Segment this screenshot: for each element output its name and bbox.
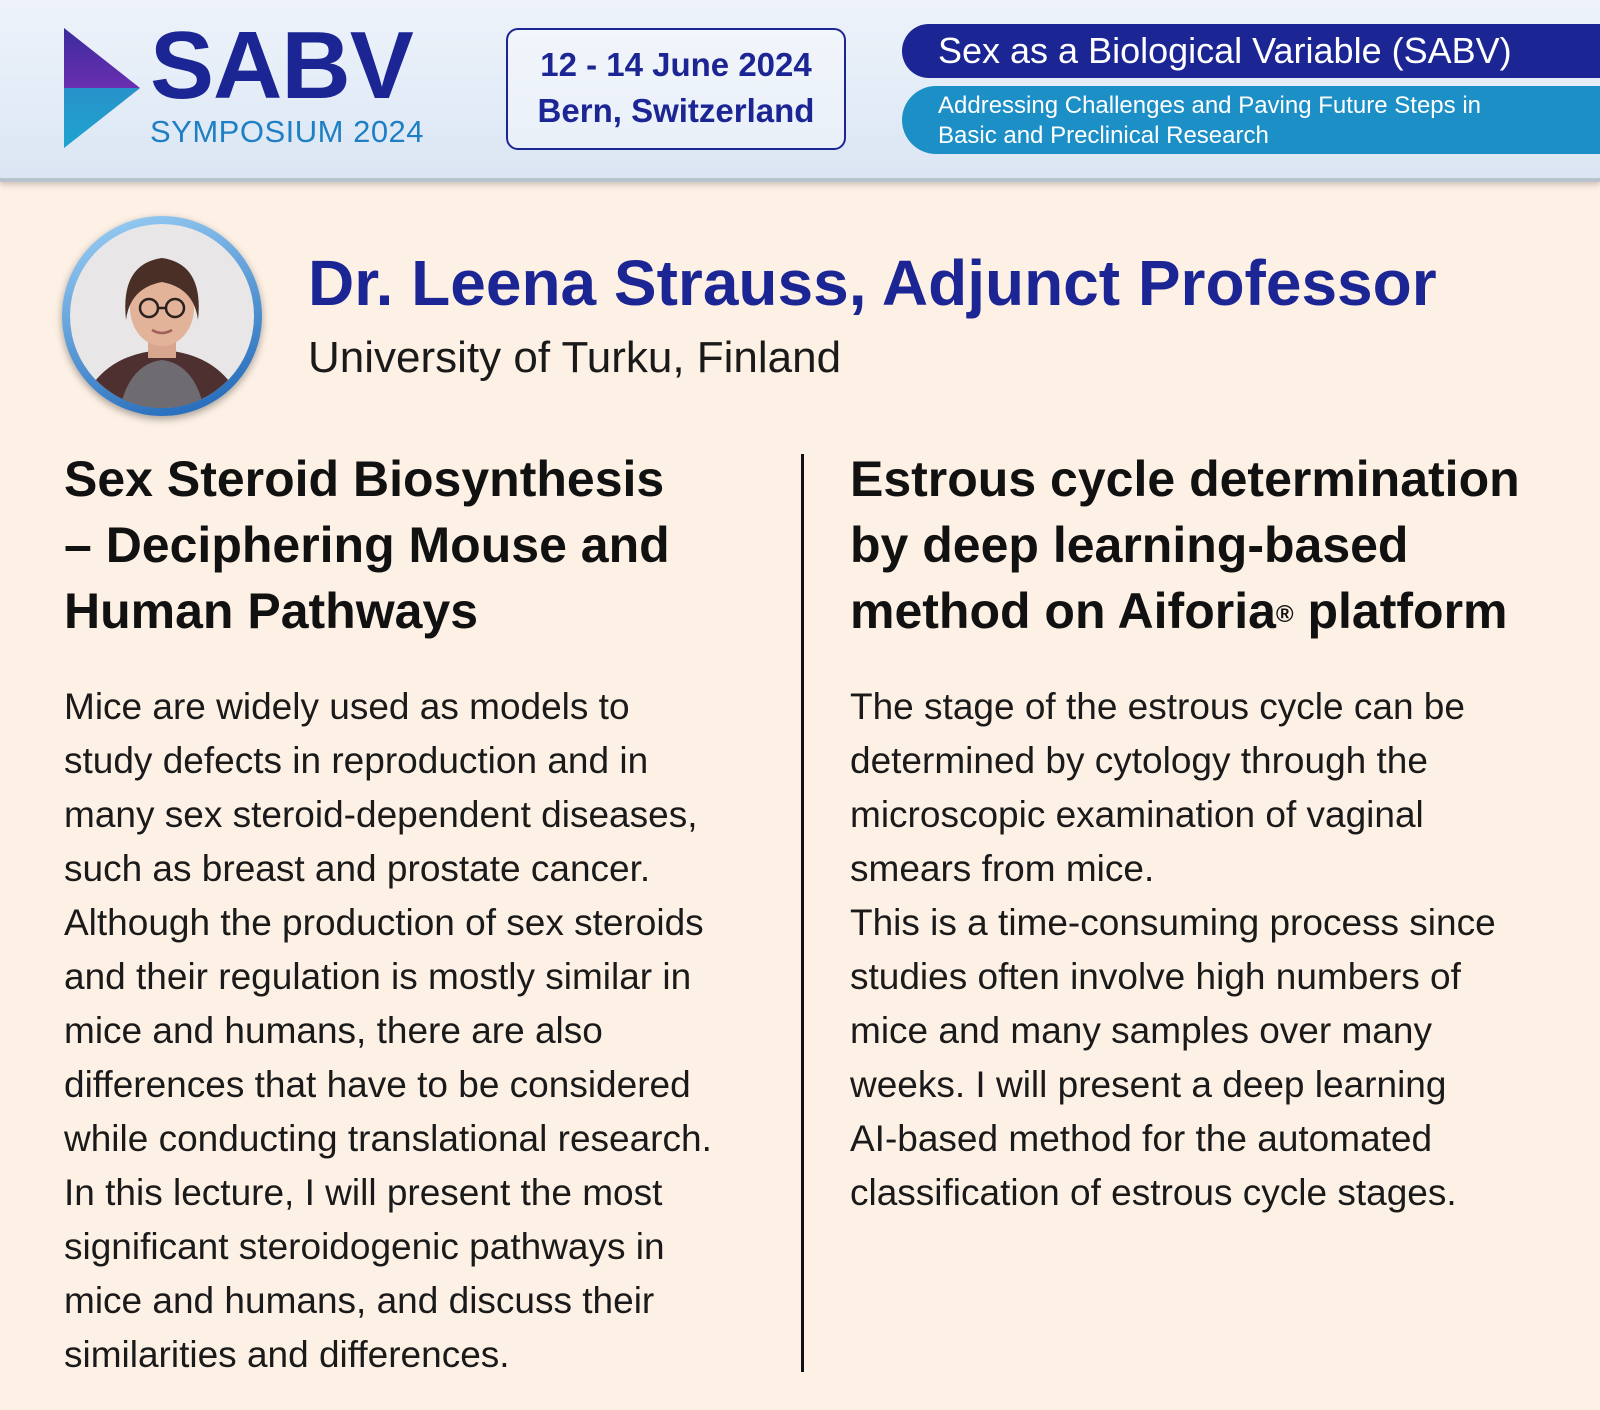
banner-subtitle-line: Addressing Challenges and Paving Future Steps in xyxy=(938,92,1481,119)
abstract-line: while conducting translational research. xyxy=(64,1118,712,1159)
talk-title-line: – Deciphering Mouse and xyxy=(64,517,670,573)
abstract-line: microscopic examination of vaginal xyxy=(850,794,1424,835)
talk-title-line: Human Pathways xyxy=(64,583,479,639)
talk-title-text: method on Aiforia xyxy=(850,583,1276,639)
registered-mark: ® xyxy=(1275,601,1294,628)
talk-title-line: Sex Steroid Biosynthesis xyxy=(64,451,665,507)
abstract-line: and their regulation is mostly similar in xyxy=(64,956,692,997)
talk-title-line xyxy=(850,578,1570,644)
abstract-line: study defects in reproduction and in xyxy=(64,740,649,781)
abstract-line: Mice are widely used as models to xyxy=(64,686,630,727)
event-date-box xyxy=(506,28,846,150)
speaker-name: Dr. Leena Strauss, Adjunct Professor xyxy=(308,247,1437,319)
talk-right-abstract xyxy=(850,680,1570,1220)
abstract-line: classification of estrous cycle stages. xyxy=(850,1172,1457,1213)
talk-left xyxy=(64,446,779,1382)
talk-title-text: platform xyxy=(1293,583,1508,639)
speaker-affiliation: University of Turku, Finland xyxy=(308,333,842,382)
abstract-line: In this lecture, I will present the most xyxy=(64,1172,663,1213)
abstract-line: mice and many samples over many xyxy=(850,1010,1432,1051)
banner-subtitle xyxy=(902,86,1600,154)
abstract-line: This is a time-consuming process since xyxy=(850,902,1496,943)
abstract-line: mice and humans, and discuss their xyxy=(64,1280,655,1321)
abstract-line: mice and humans, there are also xyxy=(64,1010,603,1051)
abstract-line: determined by cytology through the xyxy=(850,740,1428,781)
event-location: Bern, Switzerland xyxy=(537,92,815,129)
banner-subtitle-line: Basic and Preclinical Research xyxy=(938,122,1269,149)
abstract-line: similarities and differences. xyxy=(64,1334,510,1375)
abstract-line: AI-based method for the automated xyxy=(850,1118,1433,1159)
talk-right xyxy=(850,446,1570,1220)
sabv-logo xyxy=(64,12,444,154)
column-divider xyxy=(801,454,804,1372)
talk-left-abstract xyxy=(64,680,779,1382)
talk-title-line: by deep learning-based xyxy=(850,517,1409,573)
talk-title-line: Estrous cycle determination xyxy=(850,451,1520,507)
abstract-line: many sex steroid-dependent diseases, xyxy=(64,794,698,835)
speaker-portrait-icon xyxy=(70,224,254,408)
talk-left-title xyxy=(64,446,779,644)
event-dates: 12 - 14 June 2024 xyxy=(540,46,812,83)
abstract-line: differences that have to be considered xyxy=(64,1064,691,1105)
abstract-line: weeks. I will present a deep learning xyxy=(850,1064,1447,1105)
abstract-line: Although the production of sex steroids xyxy=(64,902,704,943)
abstract-line: studies often involve high numbers of xyxy=(850,956,1461,997)
header-banner xyxy=(0,0,1600,182)
abstract-line: smears from mice. xyxy=(850,848,1155,889)
abstract-line: significant steroidogenic pathways in xyxy=(64,1226,665,1267)
logo-subtitle: SYMPOSIUM 2024 xyxy=(150,114,425,149)
play-triangle-icon xyxy=(64,28,140,148)
abstract-line: The stage of the estrous cycle can be xyxy=(850,686,1465,727)
talk-right-title xyxy=(850,446,1570,644)
logo-title: SABV xyxy=(150,12,413,119)
speaker-photo xyxy=(62,216,262,416)
banner-title: Sex as a Biological Variable (SABV) xyxy=(902,24,1600,78)
abstract-line: such as breast and prostate cancer. xyxy=(64,848,651,889)
